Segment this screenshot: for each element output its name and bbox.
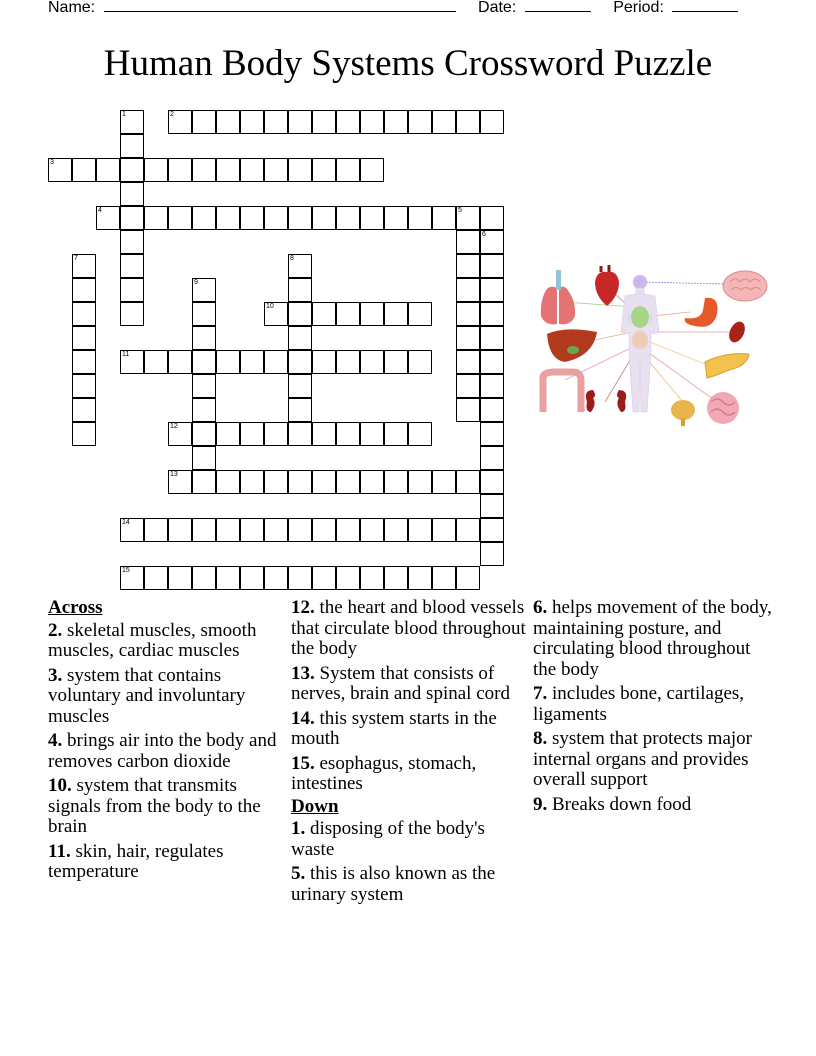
grid-cell[interactable]: [216, 206, 240, 230]
grid-cell[interactable]: [72, 350, 96, 374]
grid-cell[interactable]: [120, 350, 144, 374]
grid-cell[interactable]: [288, 518, 312, 542]
grid-cell[interactable]: [192, 302, 216, 326]
grid-cell[interactable]: [336, 470, 360, 494]
clue-across-3: 3. system that contains voluntary and involuntary muscles: [48, 664, 246, 727]
grid-cell[interactable]: [456, 350, 480, 374]
clue-number: 14: [122, 519, 130, 526]
grid-cell[interactable]: [120, 566, 144, 590]
grid-cell[interactable]: [96, 206, 120, 230]
grid-cell[interactable]: [72, 278, 96, 302]
grid-cell[interactable]: [144, 518, 168, 542]
grid-cell[interactable]: [72, 254, 96, 278]
grid-cell[interactable]: [72, 374, 96, 398]
clues-column-2: [291, 598, 527, 909]
grid-cell[interactable]: [264, 350, 288, 374]
grid-cell[interactable]: [288, 158, 312, 182]
grid-cell[interactable]: [432, 110, 456, 134]
grid-cell[interactable]: [192, 158, 216, 182]
grid-cell[interactable]: [360, 518, 384, 542]
grid-cell[interactable]: [288, 254, 312, 278]
grid-cell[interactable]: [120, 182, 144, 206]
grid-cell[interactable]: [192, 398, 216, 422]
grid-cell[interactable]: [312, 110, 336, 134]
grid-cell[interactable]: [360, 422, 384, 446]
grid-cell[interactable]: [480, 110, 504, 134]
grid-cell[interactable]: [384, 566, 408, 590]
grid-cell[interactable]: [288, 350, 312, 374]
grid-cell[interactable]: [336, 206, 360, 230]
grid-cell[interactable]: [480, 326, 504, 350]
grid-cell[interactable]: [312, 302, 336, 326]
grid-cell[interactable]: [480, 230, 504, 254]
grid-cell[interactable]: [480, 446, 504, 470]
grid-cell[interactable]: [456, 518, 480, 542]
grid-cell[interactable]: [168, 350, 192, 374]
grid-cell[interactable]: [72, 422, 96, 446]
grid-cell[interactable]: [456, 110, 480, 134]
grid-cell[interactable]: [432, 518, 456, 542]
grid-cell[interactable]: [144, 158, 168, 182]
grid-cell[interactable]: [72, 326, 96, 350]
grid-cell[interactable]: [432, 206, 456, 230]
grid-cell[interactable]: [192, 110, 216, 134]
grid-cell[interactable]: [456, 278, 480, 302]
grid-cell[interactable]: [192, 350, 216, 374]
clue-down-7: 7. includes bone, cartilages, ligaments: [533, 683, 745, 725]
clue-across-13: 13. System that consists of nerves, brain and spinal cord: [291, 662, 510, 704]
grid-cell[interactable]: [456, 206, 480, 230]
grid-cell[interactable]: [120, 254, 144, 278]
liver-icon: [547, 329, 597, 362]
grid-cell[interactable]: [456, 254, 480, 278]
grid-cell[interactable]: [240, 158, 264, 182]
grid-cell[interactable]: [360, 206, 384, 230]
grid-cell[interactable]: [216, 470, 240, 494]
grid-cell[interactable]: [168, 422, 192, 446]
grid-cell[interactable]: [192, 374, 216, 398]
grid-cell[interactable]: [264, 302, 288, 326]
grid-cell[interactable]: [192, 470, 216, 494]
grid-cell[interactable]: [456, 230, 480, 254]
grid-cell[interactable]: [408, 422, 432, 446]
grid-cell[interactable]: [480, 350, 504, 374]
grid-cell[interactable]: [264, 110, 288, 134]
grid-cell[interactable]: [288, 206, 312, 230]
grid-cell[interactable]: [480, 470, 504, 494]
grid-cell[interactable]: [264, 518, 288, 542]
grid-cell[interactable]: [360, 566, 384, 590]
clue-across-11: 11. skin, hair, regulates temperature: [48, 840, 224, 882]
grid-cell[interactable]: [72, 158, 96, 182]
grid-cell[interactable]: [288, 374, 312, 398]
grid-cell[interactable]: [240, 470, 264, 494]
grid-cell[interactable]: [432, 566, 456, 590]
clue-across-15: 15. esophagus, stomach, intestines: [291, 752, 477, 794]
grid-cell[interactable]: [216, 518, 240, 542]
grid-cell[interactable]: [216, 350, 240, 374]
grid-cell[interactable]: [264, 206, 288, 230]
grid-cell[interactable]: [216, 158, 240, 182]
grid-cell[interactable]: [192, 278, 216, 302]
grid-cell[interactable]: [408, 566, 432, 590]
grid-cell[interactable]: [240, 566, 264, 590]
grid-cell[interactable]: [480, 422, 504, 446]
grid-cell[interactable]: [168, 158, 192, 182]
grid-cell[interactable]: [288, 302, 312, 326]
grid-cell[interactable]: [120, 134, 144, 158]
clue-number: 3: [50, 159, 54, 166]
grid-cell[interactable]: [168, 470, 192, 494]
name-label: Name:: [48, 0, 96, 16]
grid-cell[interactable]: [480, 542, 504, 566]
grid-cell[interactable]: [120, 302, 144, 326]
grid-cell[interactable]: [120, 230, 144, 254]
grid-cell[interactable]: [456, 374, 480, 398]
grid-cell[interactable]: [360, 110, 384, 134]
lungs-icon: [541, 270, 575, 324]
grid-cell[interactable]: [192, 206, 216, 230]
clue-down-1: 1. disposing of the body's waste: [291, 818, 485, 860]
grid-cell[interactable]: [456, 326, 480, 350]
clue-number: 11: [122, 351, 130, 358]
grid-cell[interactable]: [216, 422, 240, 446]
across-heading: Across: [48, 597, 103, 618]
grid-cell[interactable]: [240, 206, 264, 230]
grid-cell[interactable]: [144, 206, 168, 230]
grid-cell[interactable]: [288, 278, 312, 302]
grid-cell[interactable]: [336, 302, 360, 326]
grid-cell[interactable]: [120, 158, 144, 182]
grid-cell[interactable]: [216, 110, 240, 134]
grid-cell[interactable]: [384, 518, 408, 542]
grid-cell[interactable]: [384, 350, 408, 374]
grid-cell[interactable]: [144, 566, 168, 590]
grid-cell[interactable]: [408, 518, 432, 542]
grid-cell[interactable]: [432, 470, 456, 494]
grid-cell[interactable]: [264, 566, 288, 590]
clues-column-3: [533, 598, 773, 819]
clue-number: 5: [458, 207, 462, 214]
grid-cell[interactable]: [336, 422, 360, 446]
grid-cell[interactable]: [384, 422, 408, 446]
page-title: Human Body Systems Crossword Puzzle: [103, 43, 713, 84]
grid-cell[interactable]: [312, 158, 336, 182]
grid-cell[interactable]: [216, 566, 240, 590]
small-intestine-icon: [707, 392, 739, 424]
clue-across-2: 2. skeletal muscles, smooth muscles, cardiac muscles: [48, 619, 257, 661]
grid-cell[interactable]: [288, 470, 312, 494]
grid-cell[interactable]: [288, 110, 312, 134]
clue-across-10: 10. system that transmits signals from the body to the brain: [48, 775, 261, 837]
grid-cell[interactable]: [336, 350, 360, 374]
human-body-organs-illustration: [535, 262, 775, 434]
clue-number: 10: [266, 303, 274, 310]
clue-number: 13: [170, 471, 178, 478]
clue-number: 7: [74, 255, 78, 262]
clue-down-9: 9. Breaks down food: [533, 793, 692, 815]
grid-cell[interactable]: [96, 158, 120, 182]
grid-cell[interactable]: [408, 470, 432, 494]
grid-cell[interactable]: [192, 422, 216, 446]
clue-number: 1: [122, 111, 126, 118]
grid-cell[interactable]: [360, 350, 384, 374]
grid-cell[interactable]: [480, 206, 504, 230]
grid-cell[interactable]: [480, 278, 504, 302]
grid-cell[interactable]: [168, 566, 192, 590]
grid-cell[interactable]: [192, 566, 216, 590]
grid-cell[interactable]: [168, 206, 192, 230]
grid-cell[interactable]: [384, 302, 408, 326]
clue-number: 9: [194, 279, 198, 286]
grid-cell[interactable]: [480, 302, 504, 326]
grid-cell[interactable]: [288, 326, 312, 350]
clue-down-6: 6. helps movement of the body, maintaining posture, and circulating blood throughout the body: [533, 597, 772, 680]
grid-cell[interactable]: [240, 422, 264, 446]
period-label: Period:: [613, 0, 664, 16]
grid-cell[interactable]: [264, 422, 288, 446]
grid-cell[interactable]: [408, 206, 432, 230]
grid-cell[interactable]: [48, 158, 72, 182]
clues-column-1: [48, 598, 284, 887]
grid-cell[interactable]: [408, 350, 432, 374]
grid-cell[interactable]: [72, 398, 96, 422]
clue-down-8: 8. system that protects major internal organs and provides overall support: [533, 728, 752, 790]
grid-cell[interactable]: [240, 350, 264, 374]
grid-cell[interactable]: [312, 566, 336, 590]
grid-cell[interactable]: [240, 518, 264, 542]
bladder-icon: [671, 400, 695, 426]
clue-across-12: 12. the heart and blood vessels that circulate blood throughout the body: [291, 597, 526, 659]
grid-cell[interactable]: [168, 518, 192, 542]
clue-number: 4: [98, 207, 102, 214]
date-label: Date:: [478, 0, 517, 16]
grid-cell[interactable]: [480, 518, 504, 542]
grid-cell[interactable]: [336, 158, 360, 182]
grid-cell[interactable]: [312, 518, 336, 542]
clue-across-4: 4. brings air into the body and removes carbon dioxide: [48, 730, 277, 772]
grid-cell[interactable]: [384, 206, 408, 230]
grid-cell[interactable]: [144, 350, 168, 374]
clue-number: 8: [290, 255, 294, 262]
grid-cell[interactable]: [360, 302, 384, 326]
grid-cell[interactable]: [456, 566, 480, 590]
pancreas-icon: [705, 354, 749, 378]
grid-cell[interactable]: [192, 518, 216, 542]
grid-cell[interactable]: [312, 470, 336, 494]
clue-down-5: 5. this is also known as the urinary system: [291, 863, 496, 905]
grid-cell[interactable]: [456, 302, 480, 326]
grid-cell[interactable]: [480, 374, 504, 398]
down-heading: Down: [291, 795, 339, 817]
grid-cell[interactable]: [384, 110, 408, 134]
grid-cell[interactable]: [360, 470, 384, 494]
clue-number: 12: [170, 423, 178, 430]
grid-cell[interactable]: [312, 422, 336, 446]
grid-cell[interactable]: [120, 278, 144, 302]
grid-cell[interactable]: [336, 518, 360, 542]
grid-cell[interactable]: [288, 566, 312, 590]
grid-cell[interactable]: [120, 110, 144, 134]
grid-cell[interactable]: [120, 518, 144, 542]
grid-cell[interactable]: [480, 494, 504, 518]
grid-cell[interactable]: [312, 206, 336, 230]
grid-cell[interactable]: [408, 302, 432, 326]
grid-cell[interactable]: [288, 398, 312, 422]
grid-cell[interactable]: [360, 158, 384, 182]
clue-number: 15: [122, 567, 130, 574]
grid-cell[interactable]: [264, 470, 288, 494]
grid-cell[interactable]: [120, 206, 144, 230]
grid-cell[interactable]: [168, 110, 192, 134]
grid-cell[interactable]: [312, 350, 336, 374]
heart-icon: [595, 265, 619, 306]
large-intestine-icon: [543, 372, 581, 412]
grid-cell[interactable]: [264, 158, 288, 182]
grid-cell[interactable]: [408, 110, 432, 134]
clue-number: 2: [170, 111, 174, 118]
clue-across-14: 14. this system starts in the mouth: [291, 707, 497, 749]
grid-cell[interactable]: [336, 110, 360, 134]
grid-cell[interactable]: [384, 470, 408, 494]
grid-cell[interactable]: [480, 254, 504, 278]
grid-cell[interactable]: [192, 446, 216, 470]
grid-cell[interactable]: [336, 566, 360, 590]
brain-icon: [723, 271, 767, 301]
grid-cell[interactable]: [72, 302, 96, 326]
grid-cell[interactable]: [456, 398, 480, 422]
grid-cell[interactable]: [288, 422, 312, 446]
grid-cell[interactable]: [240, 110, 264, 134]
grid-cell[interactable]: [480, 398, 504, 422]
clue-number: 6: [482, 231, 486, 238]
grid-cell[interactable]: [456, 470, 480, 494]
grid-cell[interactable]: [192, 326, 216, 350]
